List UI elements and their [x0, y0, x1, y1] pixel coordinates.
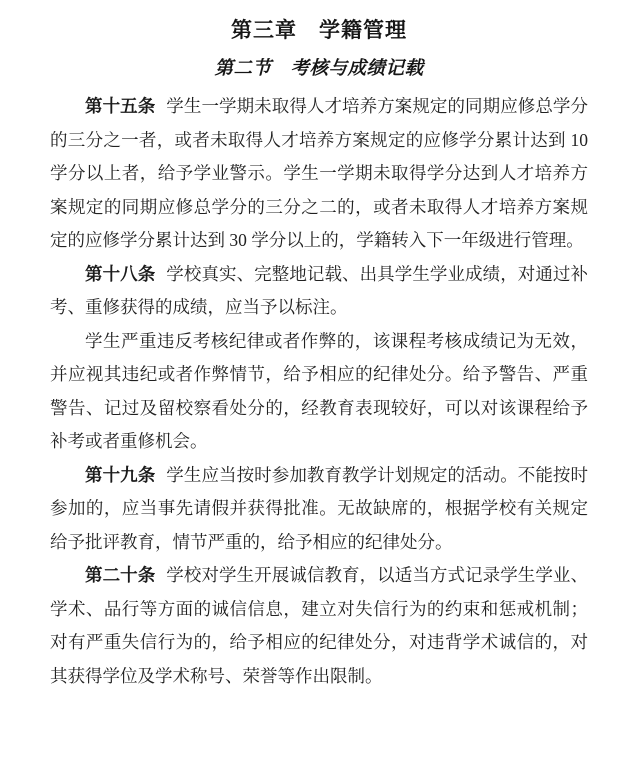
article-18-label: 第十八条 [85, 263, 156, 284]
article-19-label: 第十九条 [85, 464, 156, 485]
section-title: 第二节 考核与成绩记载 [214, 59, 424, 79]
document-body [50, 90, 588, 693]
paragraph-article-20 [50, 559, 588, 693]
article-20-text: 学校对学生开展诚信教育，以适当方式记录学生学业、学术、品行等方面的诚信信息，建立对失信行为的约束和惩戒机制；对有严重失信行为的，给予相应的纪律处分，对违背学术诚信的，对其获得学位及学术称号、荣誉等作出限制。 [50, 565, 588, 686]
paragraph-article-18 [50, 258, 588, 325]
chapter-title: 第三章 学籍管理 [231, 19, 407, 42]
paragraph-article-18-continued [50, 325, 588, 459]
article-15-text: 学生一学期未取得人才培养方案规定的同期应修总学分的三分之一者，或者未取得人才培养方案规定的应修学分累计达到 10 学分以上者，给予学业警示。学生一学期未取得学分达到人才培养方案规定的同期应修总学分的三分之二的，或者未取得人才培养方案规定的应修学分累计达到 30 学分以上的，学籍转入下一年级进行管理。 [50, 96, 588, 250]
article-20-label: 第二十条 [85, 565, 156, 585]
article-19-text: 学生应当按时参加教育教学计划规定的活动。不能按时参加的，应当事先请假并获得批准。无故缺席的，根据学校有关规定给予批评教育，情节严重的，给予相应的纪律处分。 [50, 464, 588, 552]
article-18-text: 学校真实、完整地记载、出具学生学业成绩，对通过补考、重修获得的成绩，应当予以标注。 [50, 263, 588, 317]
paragraph-article-15 [50, 90, 588, 258]
article-15-label: 第十五条 [85, 96, 156, 116]
article-18-continued-text: 学生严重违反考核纪律或者作弊的，该课程考核成绩记为无效，并应视其违纪或者作弊情节，给予相应的纪律处分。给予警告、严重警告、记过及留校察看处分的，经教育表现较好，可以对该课程给予补考或者重修机会。 [50, 330, 588, 451]
paragraph-article-19 [50, 459, 588, 560]
